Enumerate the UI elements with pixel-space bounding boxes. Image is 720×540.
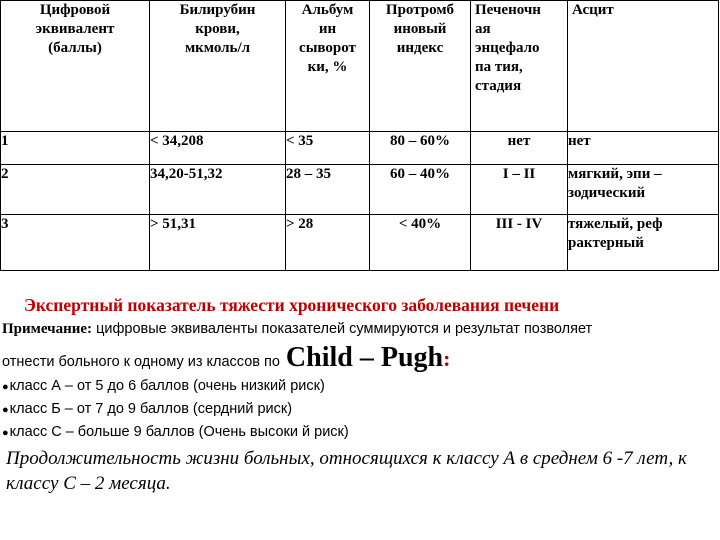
cell-prothrombin: 60 – 40% (370, 165, 471, 215)
note-line-1 (2, 321, 592, 338)
cell-albumin: > 28 (286, 215, 370, 271)
bullet-icon: ● (2, 381, 9, 393)
cell-score: 3 (1, 215, 150, 271)
table-row (1, 132, 719, 165)
note-line-2 (2, 342, 450, 374)
cell-albumin: 28 – 35 (286, 165, 370, 215)
header-prothrombin: Протромб иновый индекс (370, 1, 471, 132)
bullet-icon: ● (2, 404, 9, 416)
note-text-1: цифровые эквиваленты показателей суммируются и результат позволяет (96, 321, 593, 337)
cell-albumin: < 35 (286, 132, 370, 165)
header-encephalopathy: Печеночн ая энцефало па тия, стадия (471, 1, 568, 132)
header-ascites: Асцит (568, 1, 719, 132)
cell-prothrombin: < 40% (370, 215, 471, 271)
cell-encephalopathy: нет (471, 132, 568, 165)
bullet-icon: ● (2, 427, 9, 439)
cell-ascites: мягкий, эпи – зодический (568, 165, 719, 215)
cell-encephalopathy: III - IV (471, 215, 568, 271)
cell-bilirubin: 34,20-51,32 (150, 165, 286, 215)
child-pugh-label: Child – Pugh (285, 342, 444, 373)
page-title: Экспертный показатель тяжести хронического заболевания печени (24, 295, 560, 315)
cell-prothrombin: 80 – 60% (370, 132, 471, 165)
list-item: ●класс С – больше 9 баллов (Очень высоки й риск) (2, 424, 349, 440)
prognosis-text: Продолжительность жизни больных, относящихся к классу А в среднем 6 -7 лет, к классу С – 2 месяца. (6, 448, 687, 494)
cell-ascites: нет (568, 132, 719, 165)
header-score: Цифровой эквивалент (баллы) (1, 1, 150, 132)
cell-score: 2 (1, 165, 150, 215)
cell-bilirubin: < 34,208 (150, 132, 286, 165)
header-row (1, 1, 719, 132)
cell-bilirubin: > 51,31 (150, 215, 286, 271)
cell-encephalopathy: I – II (471, 165, 568, 215)
list-item: ●класс Б – от 7 до 9 баллов (сердний риск) (2, 401, 293, 417)
header-bilirubin: Билирубин крови, мкмоль/л (150, 1, 286, 132)
note-label: Примечание: (2, 321, 93, 337)
child-pugh-colon: : (443, 346, 451, 371)
note-text-2: отнести больного к одному из классов по (2, 354, 280, 370)
table-row (1, 165, 719, 215)
cell-ascites: тяжелый, реф рактерный (568, 215, 719, 271)
cell-score: 1 (1, 132, 150, 165)
list-item: ●класс А – от 5 до 6 баллов (очень низкий риск) (2, 378, 325, 394)
header-albumin: Альбум ин сыворот ки, % (286, 1, 370, 132)
table-row (1, 215, 719, 271)
